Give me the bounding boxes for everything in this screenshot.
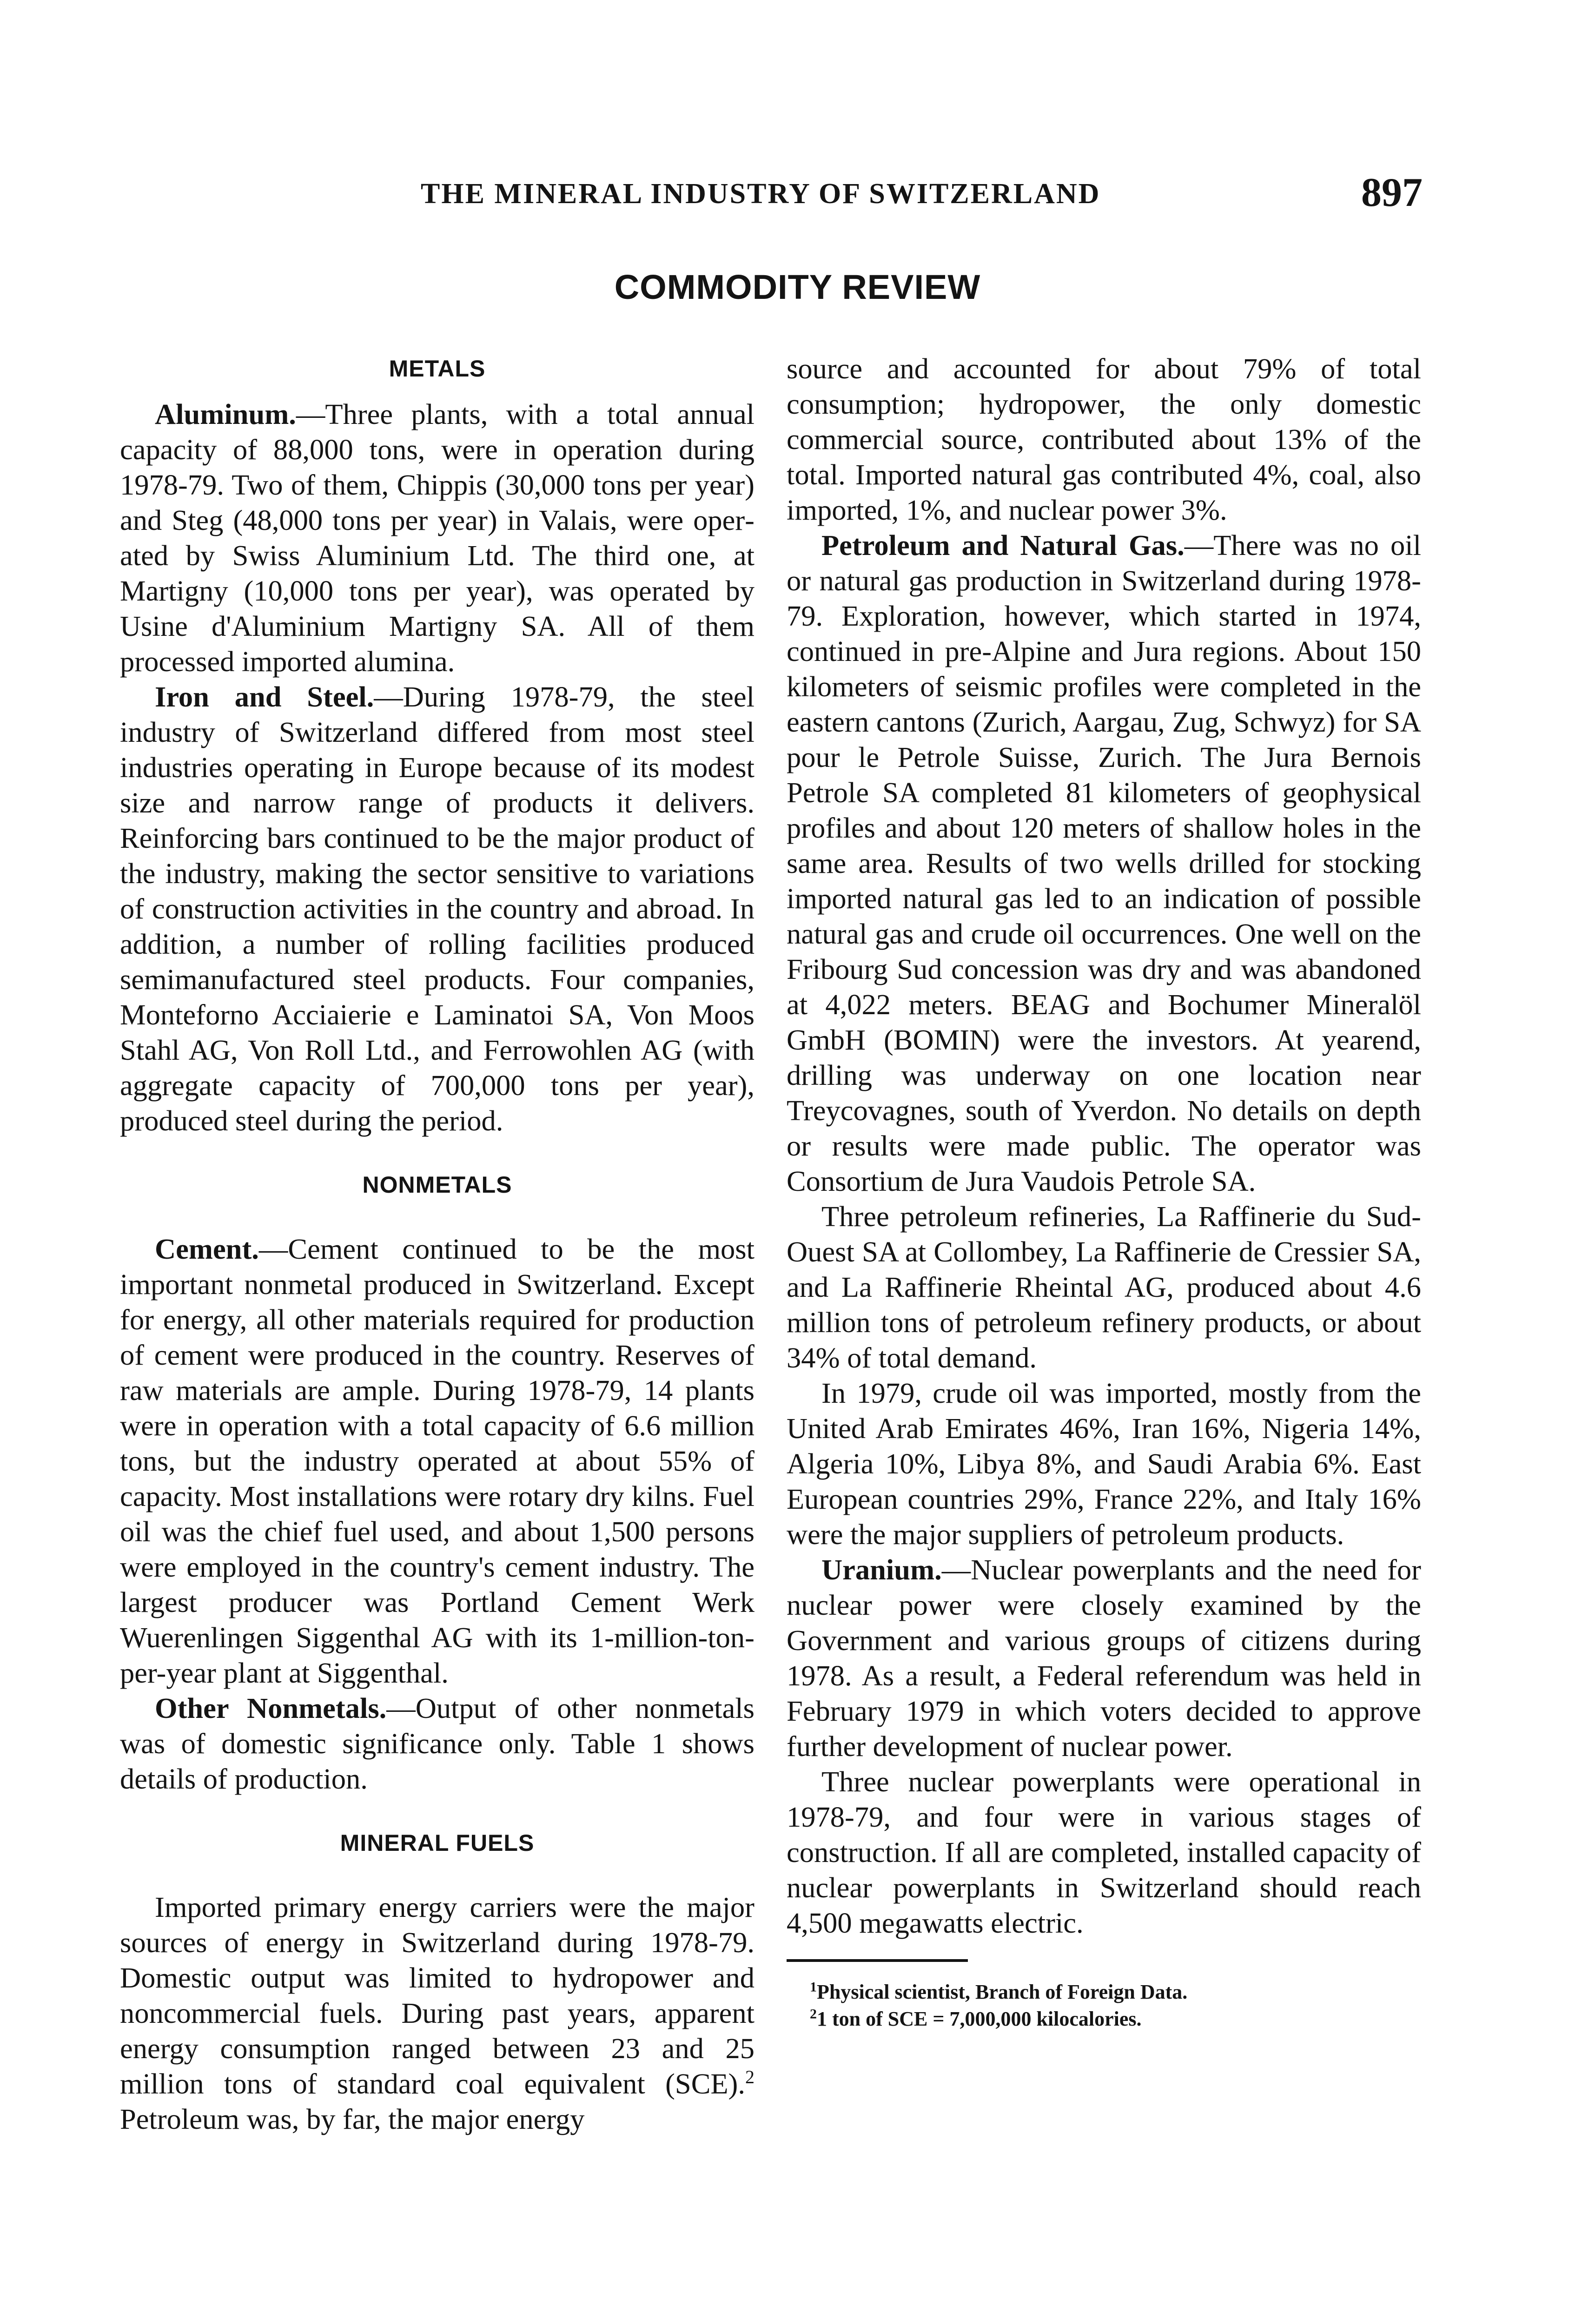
footnote-2-mark: 2 xyxy=(810,2006,817,2022)
other-nonmetals-text: —Output of other nonmetals was of domestic significance only. Table 1 shows details of production. xyxy=(120,1692,754,1795)
footnote-ref-2: 2 xyxy=(745,2067,754,2088)
iron-steel-paragraph xyxy=(120,679,754,1138)
cement-paragraph xyxy=(120,1231,754,1690)
mineral-fuels-intro-text: Imported primary energy carriers were the major sources of energy in Switzerland during 1978-79. Domestic output was limited to hydropower and noncommercial fuels. During past years, apparent energy consumption ranged between 23 and 25 million tons of standard coal equivalent (SCE). xyxy=(120,1891,754,2100)
nonmetals-heading: NONMETALS xyxy=(362,1172,512,1198)
uranium-text: —Nuclear powerplants and the need for nuclear power were closely examined by the Government and various groups of citizens during 1978. As a result, a Federal referendum was held in February 1979 in which voters decided to approve further development of nuclear power. xyxy=(787,1553,1421,1763)
energy-continuation: source and accounted for about 79% of total consumption; hydropower, the only domestic commercial source, contributed about 13% of the total. Imported natural gas contributed 4%, coal, also imported, 1%, and nuclear power 3%. xyxy=(787,352,1421,526)
right-column xyxy=(787,351,1421,2033)
aluminum-runin: Aluminum. xyxy=(155,398,296,430)
other-nonmetals-paragraph xyxy=(120,1690,754,1796)
footnotes xyxy=(787,1959,1188,2033)
footnote-1 xyxy=(787,1979,1188,2006)
other-nonmetals-runin: Other Nonmetals. xyxy=(155,1692,387,1724)
uranium-runin: Uranium. xyxy=(821,1553,942,1586)
main-heading: COMMODITY REVIEW xyxy=(614,268,981,306)
aluminum-text: —Three plants, with a total annual capacity of 88,000 tons, were in operation during 1978-79. Two of them, Chippis (30,000 tons per year) and Steg (48,000 tons per year) in Valais, were operated by Swiss Aluminium Ltd. The third one, at Martigny (10,000 tons per year), was operated by Usine d'Aluminium Martigny SA. All of them processed imported alumina. xyxy=(120,398,754,678)
page-number: 897 xyxy=(1361,170,1423,215)
running-head xyxy=(0,170,1595,229)
petroleum-runin: Petroleum and Natural Gas. xyxy=(821,529,1185,561)
mineral-fuels-intro-tail: Petroleum was, by far, the major energy xyxy=(120,2103,585,2135)
aluminum-paragraph xyxy=(120,396,754,679)
uranium-paragraph xyxy=(787,1552,1421,1764)
iron-steel-runin: Iron and Steel. xyxy=(155,680,374,713)
metals-heading: METALS xyxy=(389,356,486,382)
footnote-2-text: 1 ton of SCE = 7,000,000 kilocalories. xyxy=(817,2007,1142,2030)
running-title: THE MINERAL INDUSTRY OF SWITZERLAND xyxy=(421,178,1101,210)
cement-text: —Cement continued to be the most important nonmetal produced in Switzerland. Except for energy, all other materials required for production of cement were produced in the country. Reserves of raw materials are ample. During 1978-79, 14 plants were in operation with a total capacity of 6.6 million tons, but the industry operated at about 55% of capacity. Most installations were rotary dry kilns. Fuel oil was the chief fuel used, and about 1,500 persons were employed in the country's cement industry. The largest producer was Portland Cement Werk Wuerenlingen Siggenthal AG with its 1-million-ton-per-year plant at Siggenthal. xyxy=(120,1233,754,1689)
left-column xyxy=(120,351,754,2137)
crude-import-paragraph: In 1979, crude oil was imported, mostly from the United Arab Emirates 46%, Iran 16%, Nigeria 14%, Algeria 10%, Libya 8%, and Saudi Arabia 6%. East European countries 29%, France 22%, and Italy 16% were the major suppliers of petroleum products. xyxy=(787,1377,1421,1551)
nuclear-paragraph: Three nuclear powerplants were operational in 1978-79, and four were in various stages of construction. If all are completed, installed capacity of nuclear powerplants in Switzerland should reach 4,500 megawatts electric. xyxy=(787,1765,1421,1939)
footnote-1-mark: 1 xyxy=(810,1979,817,1995)
footnote-1-text: Physical scientist, Branch of Foreign Data. xyxy=(817,1981,1188,2003)
cement-runin: Cement. xyxy=(155,1233,259,1265)
footnote-2 xyxy=(787,2006,1142,2033)
iron-steel-text: —During 1978-79, the steel industry of Switzerland differed from most steel industries operating in Europe because of its modest size and narrow range of products it delivers. Reinforcing bars continued to be the major product of the industry, making the sector sensitive to variations of construction activities in the country and abroad. In addition, a number of rolling facilities produced semimanufactured steel products. Four companies, Monteforno Acciaierie e Laminatoi SA, Von Moos Stahl AG, Von Roll Ltd., and Ferrowohlen AG (with aggregate capacity of 700,000 tons per year), produced steel during the period. xyxy=(120,680,754,1137)
refineries-paragraph: Three petroleum refineries, La Raffinerie du Sud-Ouest SA at Collombey, La Raffinerie de Cressier SA, and La Raffinerie Rheintal AG, produced about 4.6 million tons of petroleum refinery products, or about 34% of total demand. xyxy=(787,1200,1421,1374)
petroleum-text: —There was no oil or natural gas production in Switzerland during 1978-79. Exploration, however, which started in 1974, continued in pre-Alpine and Jura regions. About 150 kilometers of seismic profiles were completed in the eastern cantons (Zurich, Aargau, Zug, Schwyz) for SA pour le Petrole Suisse, Zurich. The Jura Bernois Petrole SA completed 81 kilometers of geophysical profiles and about 120 meters of shallow holes in the same area. Results of two wells drilled for stocking imported natural gas led to an indication of possible natural gas and crude oil occurrences. One well on the Fribourg Sud concession was dry and was abandoned at 4,022 meters. BEAG and Bochumer Mineralöl GmbH (BOMIN) were the investors. At yearend, drilling was underway on one location near Treycovagnes, south of Yverdon. No details on depth or results were made public. The operator was Consortium de Jura Vaudois Petrole SA. xyxy=(787,529,1421,1197)
petroleum-paragraph xyxy=(787,528,1421,1199)
mineral-fuels-intro xyxy=(120,1889,754,2137)
mineral-fuels-heading: MINERAL FUELS xyxy=(340,1830,535,1856)
